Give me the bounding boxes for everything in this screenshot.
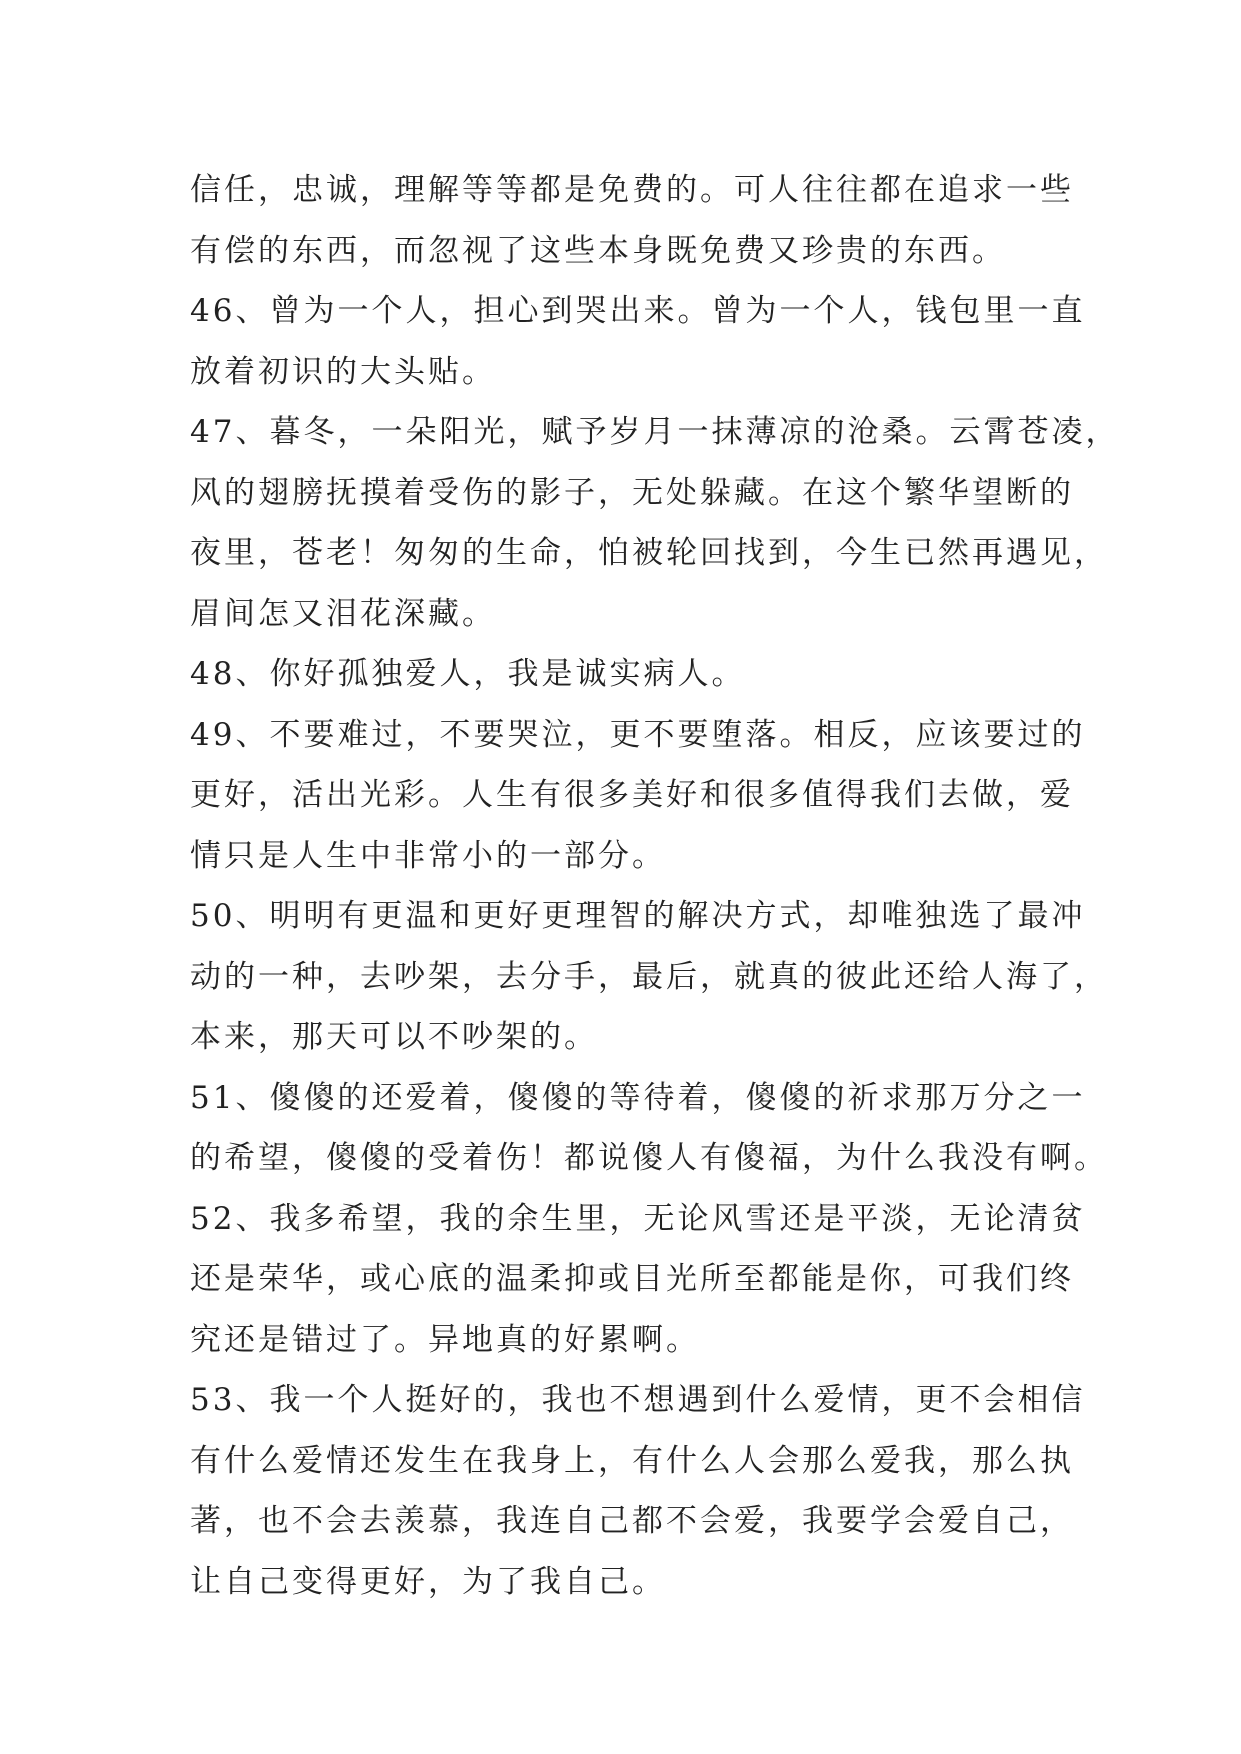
text-line: 53、我一个人挺好的，我也不想遇到什么爱情，更不会相信 (190, 1382, 1086, 1418)
text-line: 著，也不会去羡慕，我连自己都不会爱，我要学会爱自己， (190, 1503, 1074, 1539)
text-line: 放着初识的大头贴。 (190, 353, 496, 390)
body-text (190, 160, 1120, 1612)
text-line: 46、曾为一个人，担心到哭出来。曾为一个人，钱包里一直 (190, 293, 1086, 329)
text-line: 更好，活出光彩。人生有很多美好和很多值得我们去做，爱 (190, 777, 1074, 813)
text-line: 眉间怎又泪花深藏。 (190, 595, 496, 632)
text-line: 有什么爱情还发生在我身上，有什么人会那么爱我，那么执 (190, 1442, 1074, 1479)
text-line: 49、不要难过，不要哭泣，更不要堕落。相反，应该要过的 (190, 716, 1086, 753)
text-line: 本来，那天可以不吵架的。 (190, 1019, 598, 1055)
text-line: 51、傻傻的还爱着，傻傻的等待着，傻傻的祈求那万分之一 (190, 1079, 1086, 1116)
text-line: 48、你好孤独爱人，我是诚实病人。 (190, 656, 746, 692)
text-line: 究还是错过了。异地真的好累啊。 (190, 1321, 700, 1358)
text-line: 动的一种，去吵架，去分手，最后，就真的彼此还给人海了， (190, 958, 1108, 995)
text-line: 信任，忠诚，理解等等都是免费的。可人往往都在追求一些 (190, 172, 1074, 208)
text-line: 的希望，傻傻的受着伤！都说傻人有傻福，为什么我没有啊。 (190, 1140, 1108, 1176)
text-line: 有偿的东西，而忽视了这些本身既免费又珍贵的东西。 (190, 232, 1006, 269)
text-line: 50、明明有更温和更好更理智的解决方式，却唯独选了最冲 (190, 898, 1086, 934)
text-line: 让自己变得更好，为了我自己。 (190, 1563, 666, 1600)
text-line: 夜里，苍老！匆匆的生命，怕被轮回找到，今生已然再遇见， (190, 535, 1108, 571)
text-line: 47、暮冬，一朵阳光，赋予岁月一抹薄凉的沧桑。云霄苍凌， (190, 414, 1120, 450)
text-line: 情只是人生中非常小的一部分。 (190, 837, 666, 874)
text-line: 52、我多希望，我的余生里，无论风雪还是平淡，无论清贫 (190, 1200, 1086, 1237)
text-line: 还是荣华，或心底的温柔抑或目光所至都能是你，可我们终 (190, 1261, 1074, 1297)
text-line: 风的翅膀抚摸着受伤的影子，无处躲藏。在这个繁华望断的 (190, 474, 1074, 511)
